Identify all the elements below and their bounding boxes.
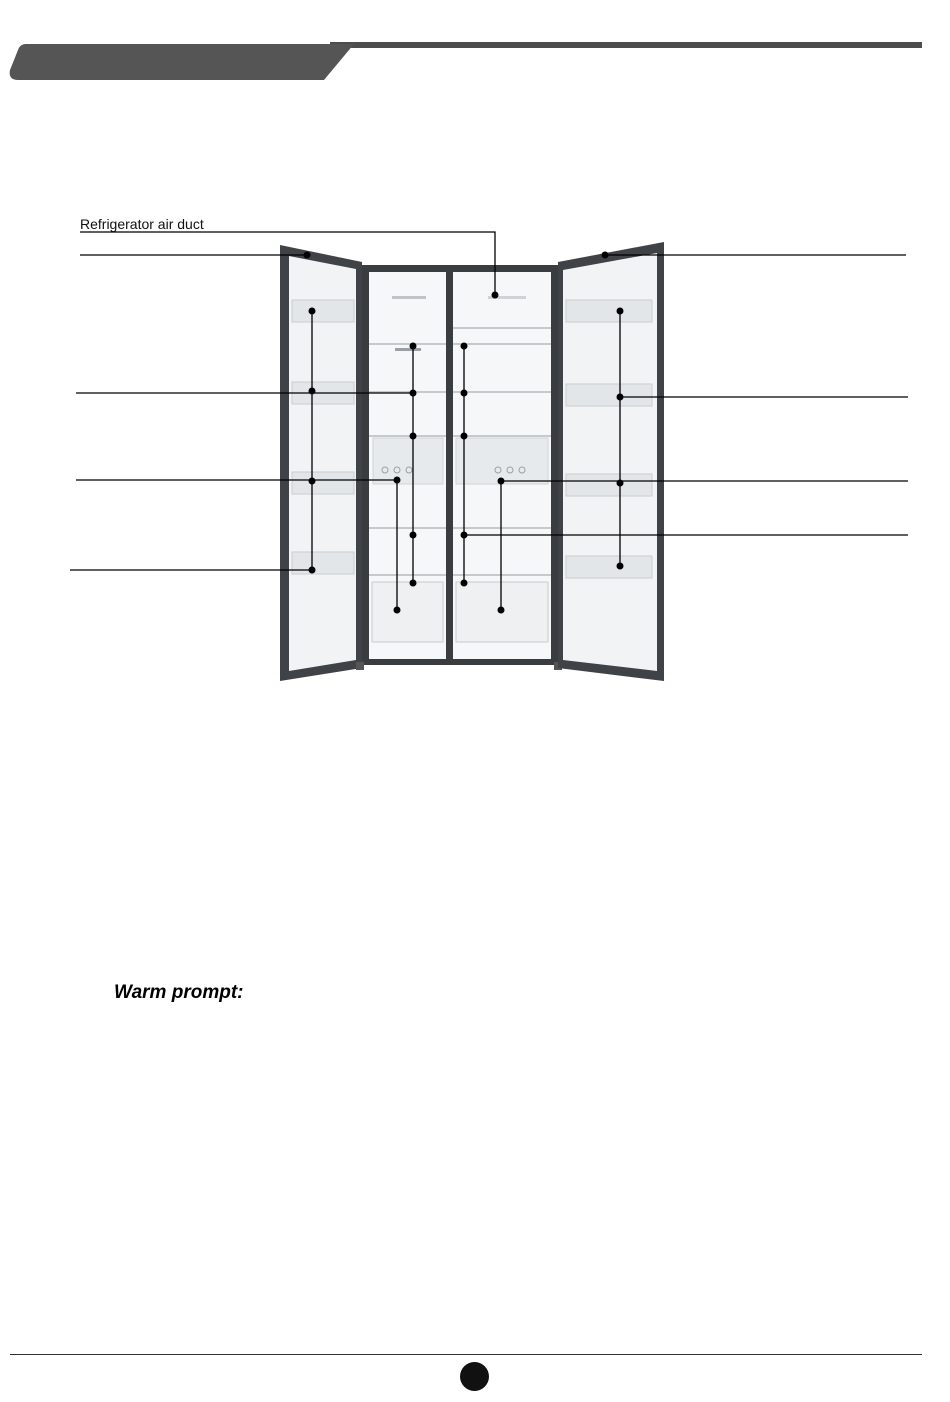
page-number-badge [460, 1362, 489, 1391]
right-door-shelf [566, 474, 652, 496]
callout-refrigerator-air-duct: Refrigerator air duct [80, 216, 204, 232]
freezer-control-panel [373, 438, 443, 484]
right-door [558, 242, 664, 681]
fridge-control-panel [456, 438, 548, 484]
right-door-shelf [566, 556, 652, 578]
right-door-shelf [566, 300, 652, 322]
right-door-shelf [566, 384, 652, 406]
freezer-drawer [372, 582, 443, 642]
warm-prompt-heading: Warm prompt: [114, 982, 244, 1003]
footer-rule [10, 1354, 922, 1355]
left-door-shelf [292, 472, 354, 494]
cabinet [356, 265, 562, 670]
left-door-shelf [292, 300, 354, 322]
left-door-shelf [292, 552, 354, 574]
left-door [280, 245, 362, 681]
